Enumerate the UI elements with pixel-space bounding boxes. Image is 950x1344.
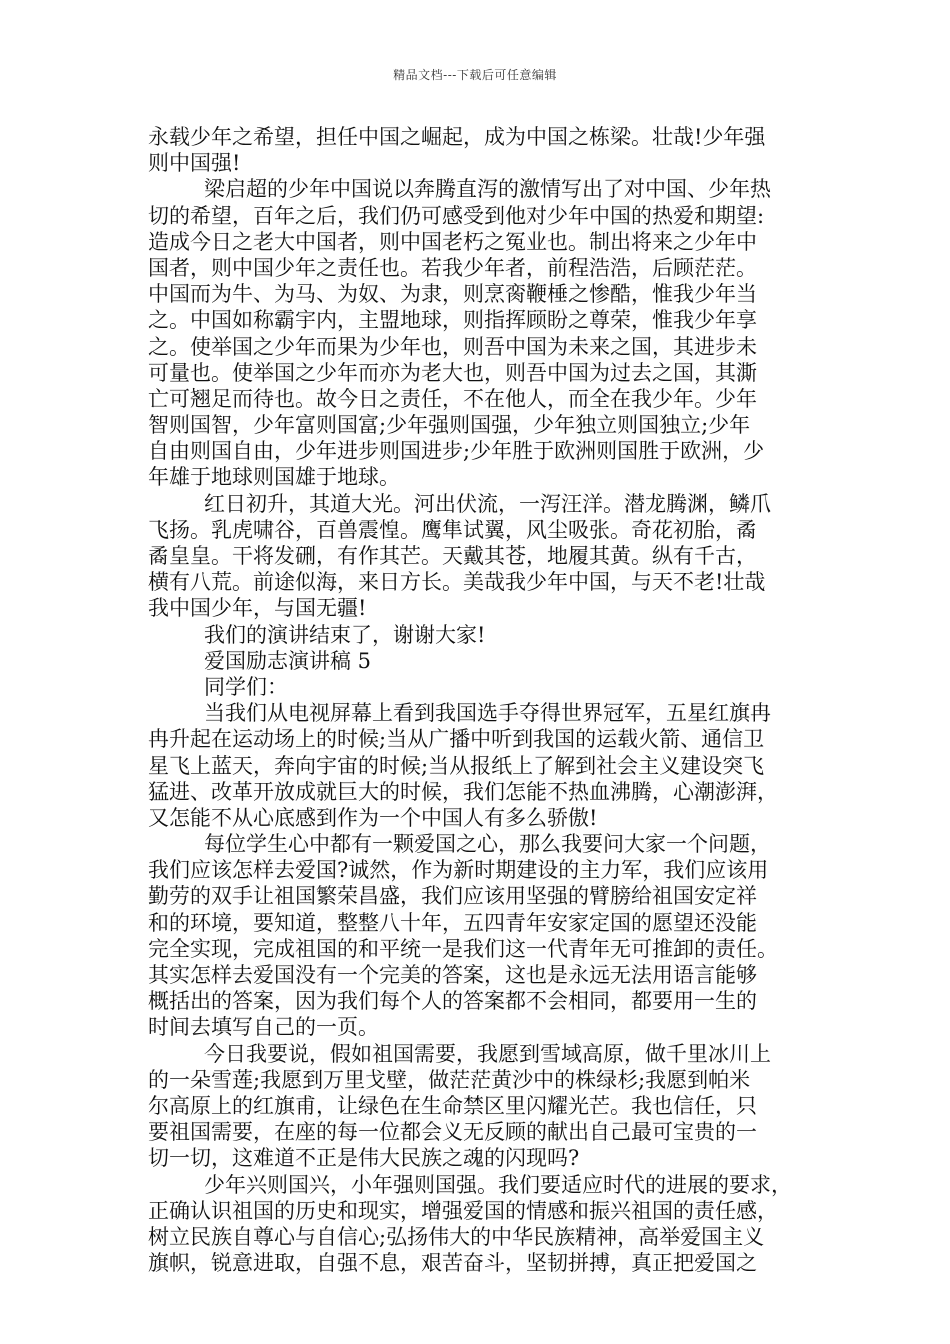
- body-text-line: 少年兴则国兴，小年强则国强。我们要适应时代的进展的要求，: [204, 1172, 792, 1197]
- document-body: [148, 124, 828, 1276]
- body-text-line: 尔高原上的红旗甫，让绿色在生命禁区里闪耀光芒。我也信任，只: [148, 1093, 757, 1118]
- body-text-line: 梁启超的少年中国说以奔腾直泻的激情写出了对中国、少年热: [204, 177, 771, 202]
- body-text-line: 可量也。使举国之少年而亦为老大也，则吾中国为过去之国，其澌: [148, 360, 757, 385]
- body-text-line: 和的环境，要知道，整整八十年，五四青年安家定国的愿望还没能: [148, 910, 757, 935]
- body-text-line: 国者，则中国少年之责任也。若我少年者，前程浩浩，后顾茫茫。: [148, 255, 757, 280]
- body-text-line: 亡可翘足而待也。故今日之责任，不在他人，而全在我少年。少年: [148, 386, 757, 411]
- body-text-line: 完全实现，完成祖国的和平统一是我们这一代青年无可推卸的责任。: [148, 936, 778, 961]
- body-text-line: 勤劳的双手让祖国繁荣昌盛，我们应该用坚强的臂膀给祖国安定祥: [148, 884, 757, 909]
- body-text-line: 自由则国自由，少年进步则国进步;少年胜于欧洲则国胜于欧洲，少: [148, 439, 765, 464]
- body-text-line: 旗帜，锐意进取，自强不息，艰苦奋斗，坚韧拼搏，真正把爱国之: [148, 1251, 757, 1276]
- body-text-line: 中国而为牛、为马、为奴、为隶，则烹脔鞭棰之惨酷，惟我少年当: [148, 282, 757, 307]
- body-text-line: 要祖国需要，在座的每一位都会义无反顾的献出自己最可宝贵的一: [148, 1120, 757, 1145]
- body-text-line: 年雄于地球则国雄于地球。: [148, 465, 400, 490]
- body-text-line: 正确认识祖国的历史和现实，增强爱国的情感和振兴祖国的责任感，: [148, 1198, 778, 1223]
- body-text-line: 切的希望，百年之后，我们仍可感受到他对少年中国的热爱和期望:: [148, 203, 765, 228]
- body-text-line: 的一朵雪莲;我愿到万里戈壁，做茫茫黄沙中的株绿杉;我愿到帕米: [148, 1067, 751, 1092]
- body-text-line: 横有八荒。前途似海，来日方长。美哉我少年中国，与天不老!壮哉: [148, 570, 766, 595]
- body-text-line: 同学们：: [204, 674, 288, 699]
- body-text-line: 爱国励志演讲稿 5: [204, 648, 372, 673]
- body-text-line: 树立民族自尊心与自信心;弘扬伟大的中华民族精神，高举爱国主义: [148, 1224, 765, 1249]
- body-text-line: 猛进、改革开放成就巨大的时候，我们怎能不热血沸腾，心潮澎湃，: [148, 779, 778, 804]
- body-text-line: 造成今日之老大中国者，则中国老朽之冤业也。制出将来之少年中: [148, 229, 757, 254]
- body-text-line: 当我们从电视屏幕上看到我国选手夺得世界冠军，五星红旗冉: [204, 701, 771, 726]
- body-text-line: 我们应该怎样去爱国?诚然，作为新时期建设的主力军，我们应该用: [148, 858, 769, 883]
- body-text-line: 其实怎样去爱国没有一个完美的答案，这也是永远无法用语言能够: [148, 963, 757, 987]
- body-text-line: 红日初升，其道大光。河出伏流，一泻汪洋。潜龙腾渊，鳞爪: [204, 491, 771, 516]
- body-text-line: 之。使举国之少年而果为少年也，则吾中国为未来之国，其进步未: [148, 334, 757, 359]
- body-text-line: 我中国少年，与国无疆!: [148, 596, 367, 621]
- body-text-line: 时间去填写自己的一页。: [148, 1015, 379, 1040]
- body-text-line: 飞扬。乳虎啸谷，百兽震惶。鹰隼试翼，风尘吸张。奇花初胎，矞: [148, 517, 757, 542]
- body-text-line: 永载少年之希望，担任中国之崛起，成为中国之栋梁。壮哉!少年强: [148, 125, 766, 149]
- body-text-line: 每位学生心中都有一颗爱国之心，那么我要问大家一个问题，: [204, 832, 771, 857]
- body-text-line: 之。中国如称霸宇内，主盟地球，则指挥顾盼之尊荣，惟我少年享: [148, 308, 757, 333]
- body-text-line: 则中国强!: [148, 151, 241, 176]
- body-text-line: 又怎能不从心底感到作为一个中国人有多么骄傲!: [148, 805, 598, 830]
- body-text-line: 星飞上蓝天，奔向宇宙的时候;当从报纸上了解到社会主义建设突飞: [148, 753, 765, 778]
- body-text-line: 智则国智，少年富则国富;少年强则国强，少年独立则国独立;少年: [148, 413, 751, 438]
- body-text-line: 今日我要说，假如祖国需要，我愿到雪域高原，做千里冰川上: [204, 1041, 771, 1066]
- body-text-line: 切一切，这难道不正是伟大民族之魂的闪现吗?: [148, 1146, 580, 1171]
- body-text-line: 我们的演讲结束了，谢谢大家!: [204, 622, 486, 647]
- body-text-line: 冉升起在运动场上的时候;当从广播中听到我国的运载火箭、通信卫: [148, 727, 765, 752]
- body-text-line: 矞皇皇。干将发硎，有作其芒。天戴其苍，地履其黄。纵有千古，: [148, 544, 757, 568]
- page-header: 精品文档---下载后可任意编辑: [393, 68, 557, 82]
- body-text-line: 概括出的答案，因为我们每个人的答案都不会相同，都要用一生的: [148, 989, 757, 1014]
